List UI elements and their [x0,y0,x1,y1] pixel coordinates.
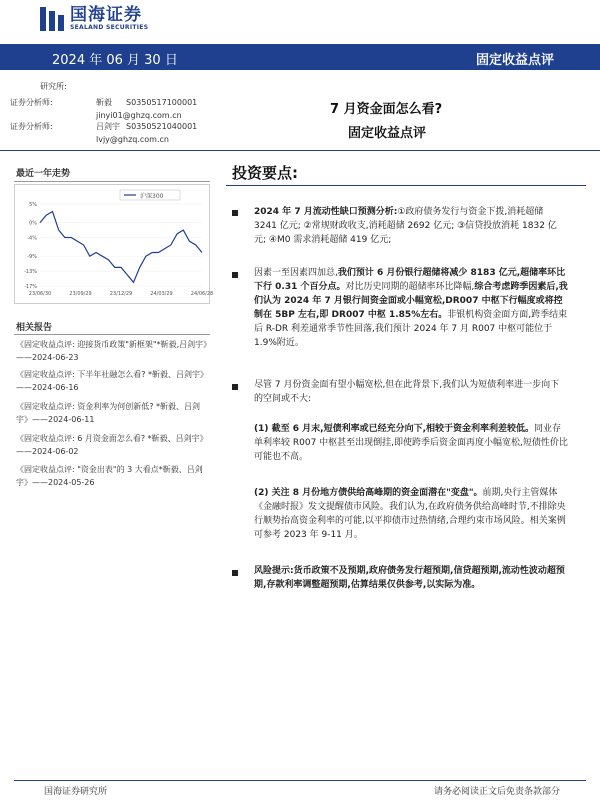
y-tick-label: -13% [24,269,37,276]
research-label: 研究所: [40,82,67,91]
bullet-marker [232,272,238,278]
analyst-1-role: 证券分析师: [10,98,53,107]
legend-label: 沪深300 [140,193,164,200]
key-points-rule [226,185,586,186]
trend-heading: 最近一年走势 [16,169,71,179]
analyst-2-name: 吕剑宇 [96,122,120,131]
logo-text-cn: 国海证券 [70,5,142,25]
bullet-marker [232,384,238,390]
report-subtitle: 固定收益点评 [348,126,427,141]
company-logo [40,6,148,32]
x-tick-label: 24/06/28 [190,291,214,297]
report-category: 固定收益点评 [475,53,554,68]
footer-institute: 国海证券研究所 [44,787,108,797]
trend-heading-rule [14,181,210,182]
paragraph-point-2: (2) 关注 8 月份地方债供给高峰期的资金面潜在"变盘"。前期,央行主管媒体《金融时报》发文提醒债市风险。我们认为,在政府债务供给高峰时节,不排除央行顺势抬高资金利率的可能,以平抑债市过热情绪,合理约束市场风险。相关案例可参考 2023 年 9-11 月。 [254,488,566,540]
x-tick-label: 23/06/30 [28,291,52,297]
y-tick-label: -17% [24,284,37,290]
related-heading: 相关报告 [16,323,53,333]
footer-rule [14,780,586,781]
trend-chart [14,184,214,304]
y-tick-label: -4% [27,235,37,242]
analyst-2-id: S0350521040001 [126,122,198,131]
report-title: 7 月资金面怎么看? [330,102,443,117]
related-report-item[interactable]: 《固定收益点评: 迎接货币政策"新框架"*靳毅,吕剑宇》——2024-06-23 [16,340,212,362]
x-tick-label: 23/09/29 [69,291,92,297]
related-report-item[interactable]: 《固定收益点评: 资金利率为何创新低? *靳毅、吕剑宇》——2024-06-11 [16,402,201,424]
analyst-1-name: 靳毅 [96,98,112,107]
logo-mark-icon [40,7,64,31]
paragraph-lead: 2024 年 7 月流动性缺口预测分析: [254,207,398,217]
related-report-item[interactable]: 《固定收益点评: 下半年社融怎么看? *靳毅、吕剑宇》——2024-06-16 [16,370,209,392]
x-tick-label: 24/03/29 [150,291,173,297]
paragraph-liquidity-gap [254,205,568,247]
chart-frame [15,185,210,304]
analyst-2-email[interactable]: lvjy@ghzq.com.cn [96,135,169,144]
paragraph-body: ①政府债务发行与资金下拨,消耗超储 3241 亿元; ②常规财政收支,消耗超储 2692 亿元; ③信贷投放消耗 1832 亿元; ④M0 需求消耗超储 419 亿元; [254,207,557,245]
bullet-marker [232,210,238,216]
paragraph-outlook: 尽管 7 月份资金面有望小幅宽松,但在此背景下,我们认为短债利率进一步向下的空间或不大: [254,380,560,404]
analyst-1-id: S0350517100001 [126,98,198,107]
key-points-heading: 投资要点: [232,164,298,182]
related-report-item[interactable]: 《固定收益点评: "资金出表"的 3 大看点*靳毅、吕剑宇》——2024-05-26 [16,465,203,487]
related-report-item[interactable]: 《固定收益点评: 6 月资金面怎么看? *靳毅、吕剑宇》——2024-06-02 [16,434,208,456]
analyst-1-email[interactable]: jinyi01@ghzq.com.cn [96,111,182,120]
related-heading-rule [14,334,210,335]
analyst-2-role: 证券分析师: [10,122,53,131]
y-tick-label: 0% [29,220,37,227]
header-banner [0,44,600,70]
footer-disclaimer: 请务必阅读正文后免责条款部分 [433,787,560,797]
paragraph-forecast: 因素一至因素四加总,我们预计 6 月份银行超储将减少 8183 亿元,超储率环比下行 0.31 个百分点。对比历史同期的超储率环比降幅,综合考虑跨季因素后,我们认为 2024 年 7 月银行间资金面或小幅宽松,DR007 中枢下行幅度或将控制在 5BP 左右,即 DR007 中枢 1.85%左右。非银机构资金面方面,跨季结束后 R-DR 利差通常季节性回落,我们预计 2024 年 7 月 R007 中枢可能位于 1.9%附近。 [254,268,568,348]
x-tick-label: 23/12/29 [109,291,133,297]
bullet-marker [232,570,238,576]
header-divider [0,150,600,151]
report-date: 2024 年 06 月 30 日 [52,53,178,68]
paragraph-point-1: (1) 截至 6 月末,短债利率或已经充分向下,相较于资金利率利差较低。同业存单利率较 R007 中枢甚至出现倒挂,即使跨季后资金面再度小幅宽松,短债性价比可能也不高。 [254,424,568,462]
logo-text-en: SEALAND SECURITIES [70,24,149,31]
y-tick-label: 5% [29,202,37,208]
paragraph-risk: 风险提示:货币政策不及预期,政府债务发行超预期,信贷超预期,流动性波动超预期,存款利率调整超预期,估算结果仅供参考,以实际为准。 [254,566,565,590]
y-tick-label: -9% [27,254,37,261]
